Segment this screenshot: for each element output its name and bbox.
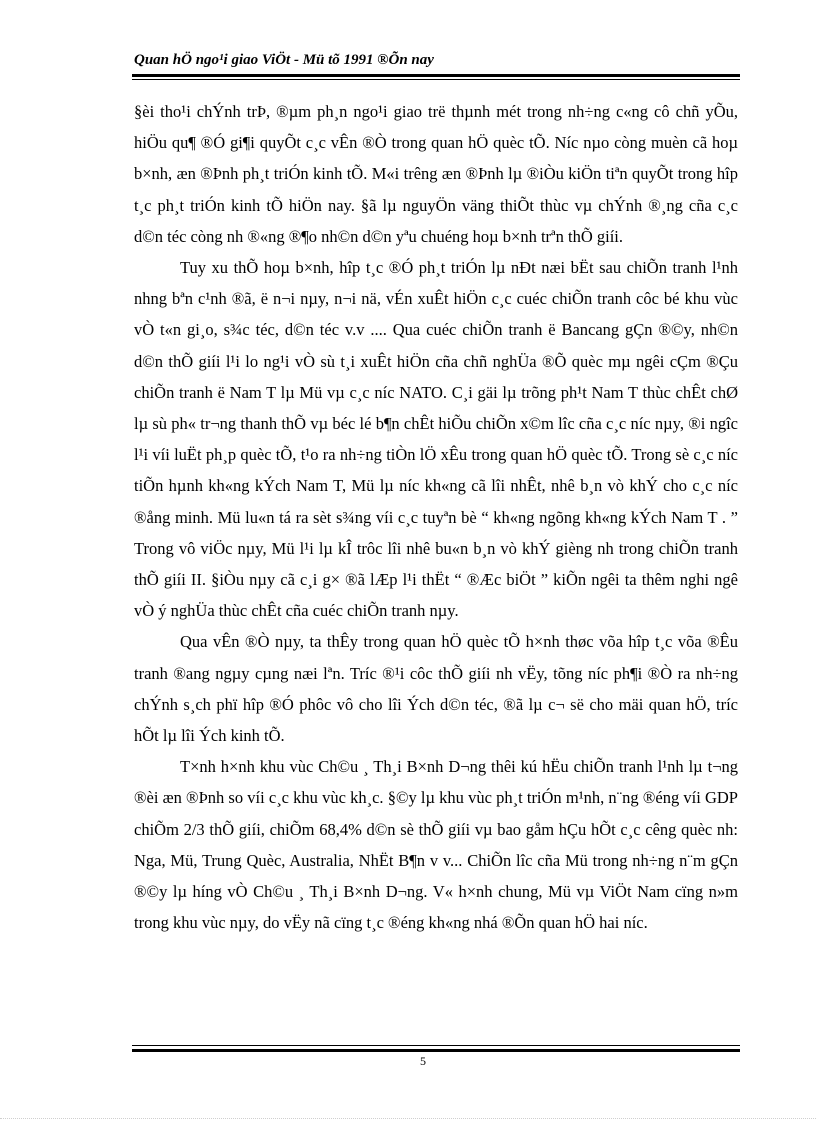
paragraph-3: Qua vÊn ®Ò nµy, ta thÊy trong quan hÖ quèc tÕ h×nh thøc võa hîp t¸c võa ®Êu tranh ®ang ngµy cµng næi lªn. Tríc ®¹i côc thÕ giíi nh vËy, tõng níc ph¶i ®Ò ra nh÷ng chÝnh s¸ch phï hîp ®Ó phôc vô cho lîi Ých d©n téc, ®ã lµ c¬ së cho mäi quan hÖ, tríc hÕt lµ lîi Ých kinh tÕ. [134, 632, 738, 746]
paragraph-2: Tuy xu thÕ hoµ b×nh, hîp t¸c ®Ó ph¸t triÓn lµ nÐt næi bËt sau chiÕn tranh l¹nh nhng bªn c¹nh ®ã, ë n¬i nµy, n¬i nä, vÉn xuÊt hiÖn c¸c cuéc chiÕn tranh côc bé khu vùc vÒ t«n gi¸o, s¾c téc, d©n téc v.v .... Qua cuéc chiÕn tranh ë Bancang gÇn ®©y, nh©n d©n thÕ giíi l¹i lo ng¹i vÒ sù t¸i xuÊt hiÖn cña chñ nghÜa ®Õ quèc mµ ngêi cÇm ®Çu chiÕn tranh ë Nam T lµ Mü vµ c¸c níc NATO. C¸i gäi lµ trõng ph¹t Nam T thùc chÊt chØ lµ sù ph« tr¬ng thanh thÕ vµ béc lé b¶n chÊt hiÕu chiÕn x©m lîc cña c¸c níc nµy, ®i ngîc l¹i víi luËt ph¸p quèc tÕ, t¹o ra nh÷ng tiÒn lÖ xÊu trong quan hÖ quèc tÕ. Trong sè c¸c níc tiÕn hµnh kh«ng kÝch Nam T, Mü lµ níc kh«ng cã lîi nhÊt, nhê b¸n vò khÝ cho c¸c níc ®ång minh. Mü lu«n tá ra sèt s¾ng víi c¸c tuyªn bè “ kh«ng ngõng kh«ng kÝch Nam T . ” Trong vô viÖc nµy, Mü l¹i lµ kÎ trôc lîi nhê bu«n b¸n vò khÝ gièng nh trong chiÕn tranh thÕ giíi II. §iÒu nµy cã c¸i g× ®ã lÆp l¹i thËt “ ®Æc biÖt ” kiÕn ngêi ta thêm nghi ngê vÒ ý nghÜa thùc chÊt cña cuéc chiÕn tranh nµy. [134, 258, 738, 621]
body-text [134, 96, 738, 938]
page-number: 5 [420, 1054, 426, 1068]
paragraph-1: §èi tho¹i chÝnh trÞ, ®µm ph¸n ngo¹i giao trë thµnh mét trong nh÷ng c«ng cô chñ yÕu, hiÖu qu¶ ®Ó gi¶i quyÕt c¸c vÊn ®Ò trong quan hÖ quèc tÕ. Níc nµo còng muèn cã hoµ b×nh, æn ®Þnh ph¸t triÓn kinh tÕ. M«i trêng æn ®Þnh lµ ®iÒu kiÖn tiªn quyÕt trong hîp t¸c ph¸t triÓn kinh tÕ hiÖn nay. §ã lµ nguyÖn väng thiÕt thùc vµ chÝnh ®¸ng cña c¸c d©n téc còng nh ®«ng ®¶o nh©n d©n yªu chuéng hoµ b×nh trªn thÕ giíi. [134, 102, 738, 246]
running-header-title: Quan hÖ ngo¹i giao ViÖt - Mü tõ 1991 ®Õn nay [134, 52, 434, 68]
footer-rule-thin [132, 1045, 740, 1046]
footer-rule [132, 1049, 740, 1052]
header-rule-thin [132, 79, 740, 80]
header-rule [132, 74, 740, 77]
page-bottom-border [0, 1118, 816, 1119]
paragraph-4: T×nh h×nh khu vùc Ch©u ¸ Th¸i B×nh D¬ng thêi kú hËu chiÕn tranh l¹nh lµ t¬ng ®èi æn ®Þnh so víi c¸c khu vùc kh¸c. §©y lµ khu vùc ph¸t triÓn m¹nh, n¨ng ®éng víi GDP chiÕm 2/3 thÕ giíi, chiÕm 68,4% d©n sè thÕ giíi vµ bao gåm hÇu hÕt c¸c cêng quèc nh: Nga, Mü, Trung Quèc, Australia, NhËt B¶n v v... ChiÕn lîc cña Mü trong nh÷ng n¨m gÇn ®©y lµ híng vÒ Ch©u ¸ Th¸i B×nh D¬ng. V« h×nh chung, Mü vµ ViÖt Nam cïng n»m trong khu vùc nµy, do vËy nã cïng t¸c ®éng kh«ng nhá ®Õn quan hÖ hai níc. [134, 757, 738, 933]
